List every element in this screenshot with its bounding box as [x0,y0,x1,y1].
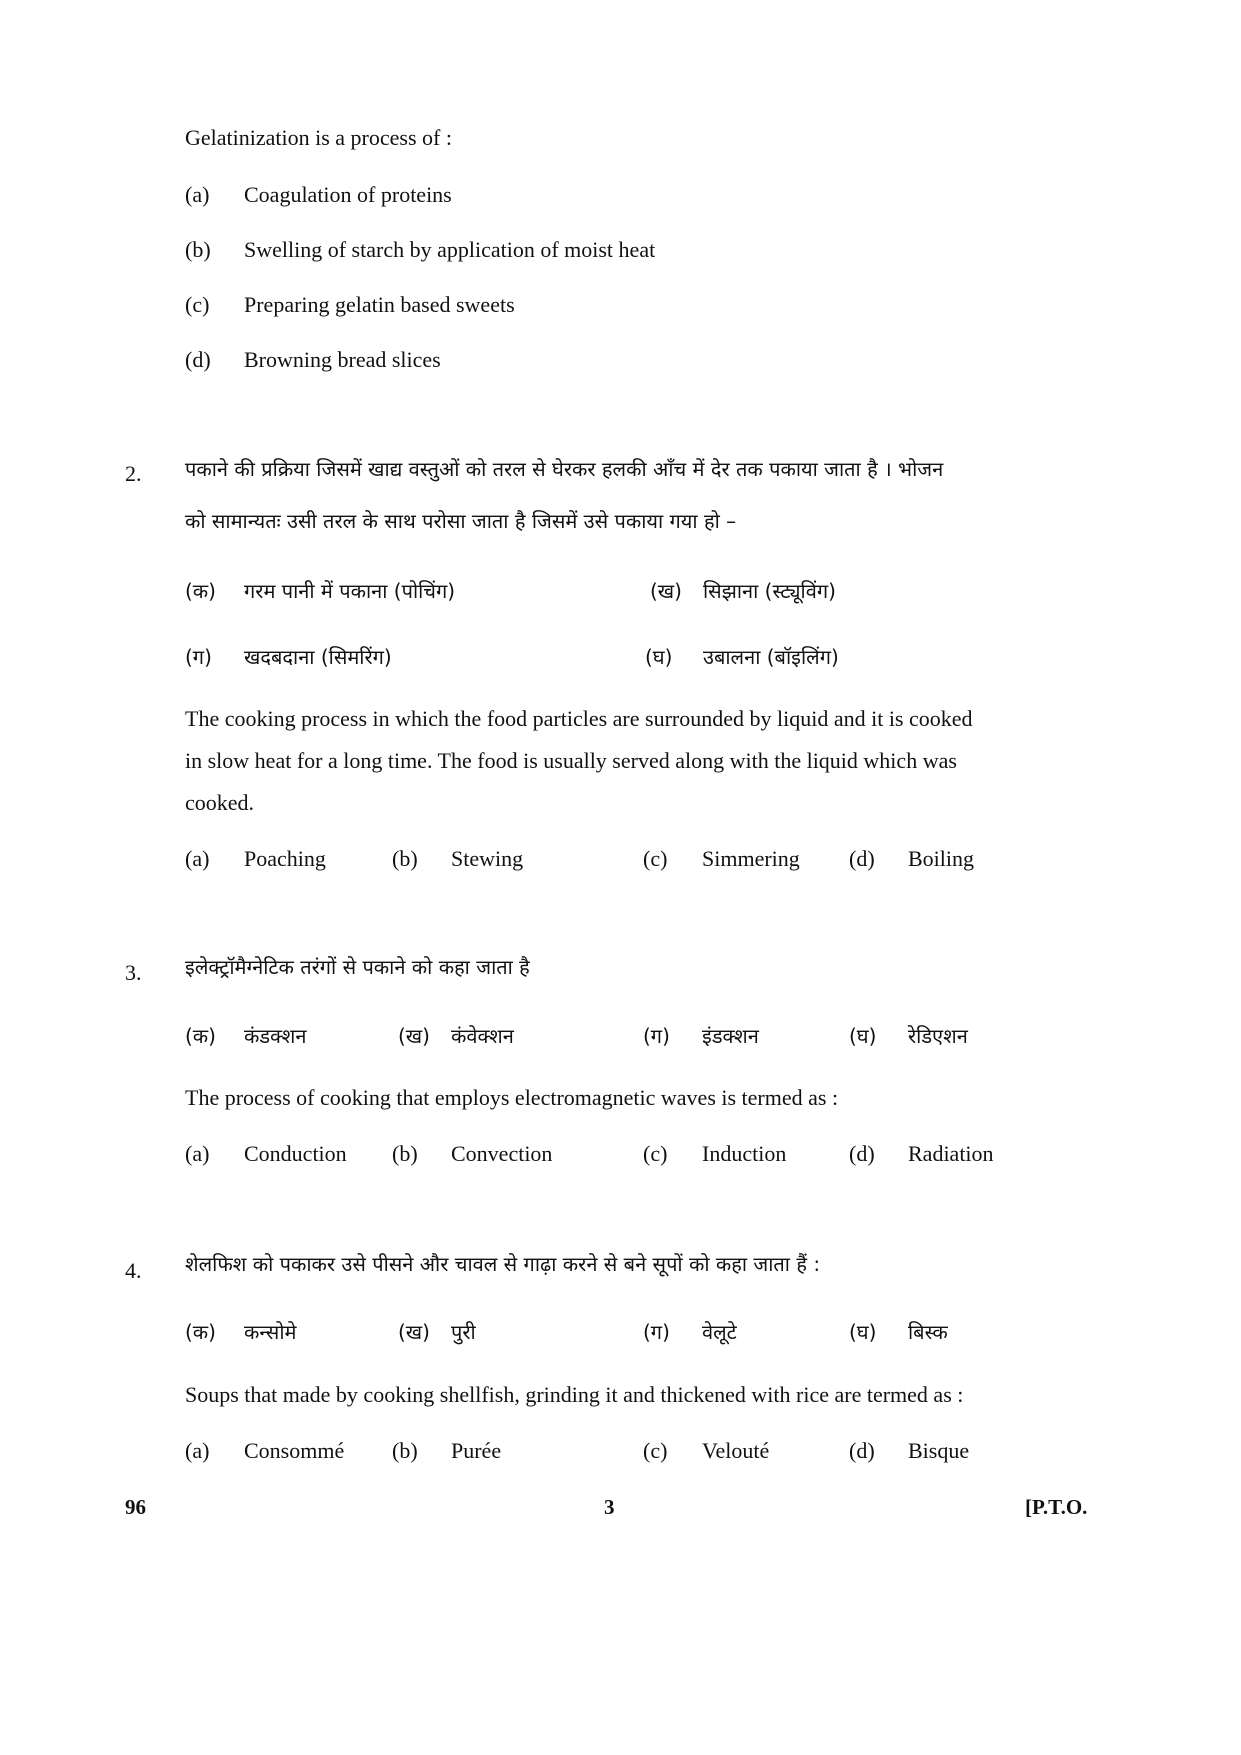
paper-code: 96 [125,1495,146,1519]
q2-hindi-option-kha-label: (ख) [650,579,682,603]
q3-option-b-label: (b) [392,1141,418,1166]
q4-option-b-text: Purée [451,1438,502,1463]
q2-option-d-label: (d) [849,846,875,871]
q2-hindi-line-2: को सामान्यतः उसी तरल के साथ परोसा जाता है जिसमें उसे पकाया गया हो – [185,509,737,533]
q4-hindi-option-kha-text: पुरी [451,1320,476,1344]
q2-option-c-text: Simmering [702,846,800,871]
q3-hindi-question: इलेक्ट्रॉमैग्नेटिक तरंगों से पकाने को कहा जाता है [185,955,530,979]
q2-option-d-text: Boiling [908,846,975,871]
q2-option-a-label: (a) [185,846,210,871]
q3-option-b-text: Convection [451,1141,553,1166]
q3-hindi-option-gha-text: रेडिएशन [908,1024,968,1048]
q1-option-a-text: Coagulation of proteins [244,182,452,207]
q1-question: Gelatinization is a process of : [185,125,452,150]
q4-option-d-label: (d) [849,1438,875,1463]
q2-option-a-text: Poaching [244,846,326,871]
q4-hindi-option-gha-label: (घ) [849,1320,877,1344]
q3-option-c-label: (c) [643,1141,668,1166]
q2-number: 2. [125,461,142,486]
q3-hindi-option-ga-text: इंडक्शन [702,1024,759,1048]
q3-option-a-text: Conduction [244,1141,347,1166]
q4-option-a-label: (a) [185,1438,210,1463]
q3-option-c-text: Induction [702,1141,787,1166]
q4-hindi-question: शेलफिश को पकाकर उसे पीसने और चावल से गाढ़ा करने से बने सूपों को कहा जाता हैं : [185,1252,821,1276]
q3-option-d-text: Radiation [908,1141,994,1166]
q3-hindi-option-kha-text: कंवेक्शन [451,1024,514,1048]
q1-option-d-text: Browning bread slices [244,347,441,372]
q3-number: 3. [125,960,142,985]
q2-hindi-option-ga-text: खदबदाना (सिमरिंग) [244,645,392,669]
q4-option-c-text: Velouté [702,1438,770,1463]
q1-option-d-label: (d) [185,347,211,372]
q1-option-b-text: Swelling of starch by application of moist heat [244,237,656,262]
q4-number: 4. [125,1258,142,1283]
q3-hindi-option-ka-text: कंडक्शन [244,1024,307,1048]
q4-hindi-option-ka-text: कन्सोमे [244,1320,297,1344]
q4-hindi-option-kha-label: (ख) [398,1320,430,1344]
q2-hindi-option-ga-label: (ग) [185,645,212,669]
q3-hindi-option-ka-label: (क) [185,1024,216,1048]
page-number: 3 [604,1495,615,1519]
q2-option-b-label: (b) [392,846,418,871]
q4-hindi-option-ka-label: (क) [185,1320,216,1344]
q2-option-b-text: Stewing [451,846,524,871]
q4-option-a-text: Consommé [244,1438,345,1463]
q3-hindi-option-ga-label: (ग) [643,1024,670,1048]
q2-hindi-option-gha-text: उबालना (बॉइलिंग) [703,645,839,669]
q2-english-line-2: in slow heat for a long time. The food is usually served along with the liquid which was [185,748,957,773]
q4-hindi-option-gha-text: बिस्क [908,1320,948,1344]
q2-hindi-option-kha-text: सिझाना (स्ट्यूविंग) [703,579,836,603]
q4-option-b-label: (b) [392,1438,418,1463]
q1-option-b-label: (b) [185,237,211,262]
q2-hindi-line-1: पकाने की प्रक्रिया जिसमें खाद्य वस्तुओं को तरल से घेरकर हलकी आँच में देर तक पकाया जाता है । भोजन [185,457,944,481]
pto-marker: [P.T.O. [1025,1495,1088,1519]
q2-english-line-1: The cooking process in which the food particles are surrounded by liquid and it is cooked [185,706,973,731]
q2-hindi-option-gha-label: (घ) [645,645,673,669]
q2-option-c-label: (c) [643,846,668,871]
q4-english-question: Soups that made by cooking shellfish, grinding it and thickened with rice are termed as : [185,1382,964,1407]
q3-option-d-label: (d) [849,1141,875,1166]
q1-option-a-label: (a) [185,182,210,207]
q4-hindi-option-ga-label: (ग) [643,1320,670,1344]
q3-hindi-option-gha-label: (घ) [849,1024,877,1048]
q2-hindi-option-ka-text: गरम पानी में पकाना (पोचिंग) [244,579,456,603]
q4-hindi-option-ga-text: वेलूटे [702,1320,737,1344]
q3-option-a-label: (a) [185,1141,210,1166]
q2-hindi-option-ka-label: (क) [185,579,216,603]
q1-option-c-text: Preparing gelatin based sweets [244,292,515,317]
q2-english-line-3: cooked. [185,790,255,815]
q1-option-c-label: (c) [185,292,210,317]
q3-english-question: The process of cooking that employs electromagnetic waves is termed as : [185,1085,839,1110]
q4-option-d-text: Bisque [908,1438,970,1463]
q3-hindi-option-kha-label: (ख) [398,1024,430,1048]
q4-option-c-label: (c) [643,1438,668,1463]
